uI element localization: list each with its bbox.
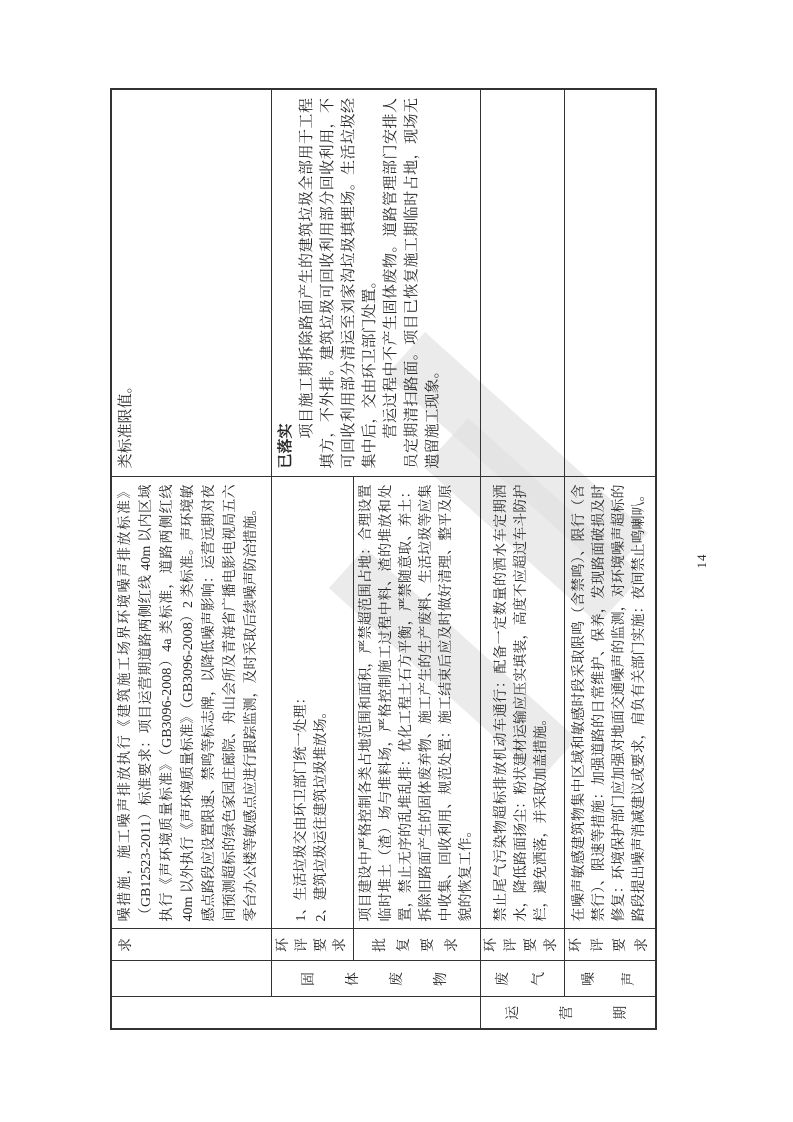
content-waste-gas [480,477,564,929]
approval-text: 项目建设中严格控制各类占地范围和面积，严禁超范围占地：合理设置临时堆土（渣）场与堆料场，严格控制施工过程中料、渣的堆放和处置，禁止无序的乱堆乱排：优化工程土石方平衡，严禁随意取、弃土：拆除旧路面产生的固体废弃物、施工产生的生产废料、生活垃圾等应集中收集、回收利用、规范处置：施工结束后应及时做好清理、整平及原貌的恢复工作。 [358,484,474,922]
table-row-noise-continued [111,89,271,1029]
status-title: 已落实 [277,423,294,469]
category-noise [564,961,656,997]
label-cell-continued [111,929,271,961]
eia-item-2: 2、建筑垃圾运往建筑垃圾堆放场。 [314,704,329,922]
eia-item-1: 1、生活垃圾交由环卫部门统一处理： [294,690,309,922]
eia-measures-table [110,88,657,1030]
label-tail-text: 求 [119,938,134,952]
noise-text: 在噪声敏感建筑物集中区域和敏感时段采取限鸣（含禁鸣）、限行（含禁行）、限速等措施：加强道路的日常维护、保养，发现路面破损及时修复：环境保护部门应加强对地面交通噪声的监测，对环境噪声超标的路段提出噪声消减建议或要求，肩负有关部门实施：夜间禁止鸣喇叭。 [571,484,647,922]
label-eia-requirement [480,929,564,961]
status-noise-empty [564,89,656,477]
phase-operation-period [480,997,656,1029]
category-waste-gas [480,961,564,997]
status-solid-waste [271,89,480,477]
label-approval-requirement [353,929,480,961]
label-eia-requirement [271,929,353,961]
content-noise [564,477,656,929]
label-approval-text: 批复要求 [372,938,460,952]
content-noise-standards [111,477,271,929]
waste-gas-text: 禁止尾气污染物超标排放机动车通行：配备一定数量的洒水车定期洒水，降低路面扬尘：粉状建材运输应压实填装，高度不应超过车斗防护栏，避免洒落，并采取加盖措施。 [494,484,549,922]
category-cell-continued [111,961,271,997]
phase-cell-continued [111,997,480,1029]
table-row-noise [564,89,656,1029]
status-paragraph-2: 营运过程中不产生固体废物。道路管理部门安排人员定期清扫路面。项目已恢复施工期临时占地，现场无遗留施工现象。 [382,98,441,469]
category-waste-gas-text: 废气 [496,972,547,986]
noise-standards-text: 噪措施，施工噪声排放执行《建筑施工场界环境噪声排放标准》（GB12523-2011）标准要求：项目运营期道路两侧红线 40m 以内区域执行《声环境质量标准》（GB3096-2008）4a 类标准，道路两侧红线 40m 以外执行《声环境质量标准》（GB3096-2008）2 类标准。声环境敏感点路段应设置限速、禁鸣等标志牌，以降低噪声影响：运营远期对夜间预测超标的绿色家园庄廊院、舟山会所及青海省广播电影电视局五六零台办公楼等敏感点应进行跟踪监测，及时采取后续噪声防治措施。 [118,484,259,922]
label-eia-requirement [564,929,656,961]
table-row-waste-gas [480,89,564,1029]
phase-operation-text: 运营期 [505,1005,629,1020]
status-noise-continued [111,89,271,477]
category-solid-waste-text: 固体废物 [301,972,449,986]
page-number: 14 [694,553,709,569]
content-solid-waste-approval [353,477,480,929]
content-solid-waste-eia [271,477,353,929]
category-solid-waste [271,961,480,997]
table-row-solid-waste-eia [271,89,353,1029]
status-paragraph-1: 项目施工期拆除路面产生的建筑垃圾全部用于工程填方，不外排。建筑垃圾可回收利用部分回收利用，不可回收利用部分清运至刘家沟垃圾填埋场。生活垃圾经集中后，交由环卫部门处置。 [298,98,378,469]
label-eia-text: 环评要求 [568,938,650,952]
status-waste-gas-empty [480,89,564,477]
category-noise-text: 噪声 [581,972,637,986]
status-tail-text: 类标准限值。 [118,378,134,469]
label-eia-text: 环评要求 [484,938,559,952]
label-eia-text: 环评要求 [276,938,348,952]
